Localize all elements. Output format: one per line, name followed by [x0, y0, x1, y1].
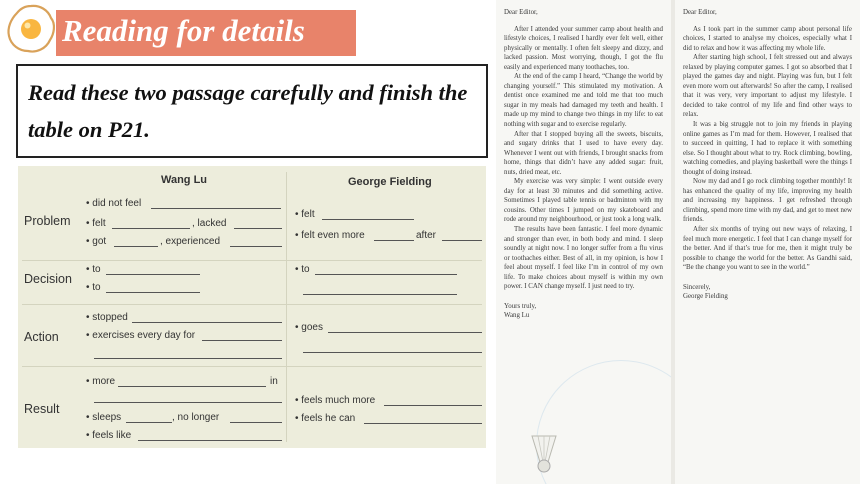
row-label-action: Action [24, 330, 59, 344]
letter-wang-lu-page [496, 0, 671, 484]
letter2-paragraph: It was a big struggle not to join my friends in playing online games as I’m mad for them. However, I realised that to succeed in quitting, I had to replace it with something else. So I thought about what to try. Rock climbing, bowling, watching comedies, and playing basketball were the things I thought of doing instead. [683, 121, 852, 176]
blank-line [151, 208, 281, 209]
letter1-paragraph: After I attended your summer camp about health and lifestyle choices, I realised I hardly ever felt well, either physically or mentally. I often felt sleepy and dizzy, and lacked passion. Most worrying, though, I got the flu easily and experienced many toothaches, too. [504, 25, 663, 71]
blank-line [315, 274, 457, 275]
letter-george-fielding-page [675, 0, 860, 484]
gf-action-1: • goes [295, 322, 323, 333]
page-title: Reading for details [62, 13, 305, 48]
col-header-wang-lu: Wang Lu [161, 174, 208, 186]
details-table [18, 166, 486, 448]
col-header-george-fielding: George Fielding [348, 176, 432, 188]
wl-result-1b: in [270, 376, 278, 387]
letter2-paragraph: As I took part in the summer camp about personal life choices, I started to analyse my choices, especially what I did to relax and how it was affecting my whole life. [683, 25, 852, 52]
gf-result-1: • feels much more [295, 395, 376, 406]
blank-line [303, 294, 457, 295]
instruction-box [16, 64, 488, 158]
row-label-decision: Decision [24, 272, 72, 286]
row-divider [22, 304, 482, 305]
fried-egg-icon [4, 2, 58, 56]
row-label-result: Result [24, 402, 60, 416]
wl-result-2b: , no longer [172, 412, 220, 423]
row-divider [22, 260, 482, 261]
letter1-paragraph: After that I stopped buying all the sweets, biscuits, and sugary drinks that I used to have every day. Whenever I went out with friends, I brought snacks from home, things that didn’t have any added sugar: fruit, nuts, dried meat, etc. [504, 130, 663, 176]
blank-line [230, 422, 282, 423]
blank-line [364, 423, 482, 424]
wl-problem-1: • did not feel [86, 198, 142, 209]
letter1-signature: Wang Lu [504, 312, 530, 320]
row-label-problem: Problem [24, 214, 71, 228]
wl-decision-2: • to [86, 282, 101, 293]
blank-line [138, 440, 282, 441]
shuttlecock-icon [524, 432, 564, 476]
gf-result-2: • feels he can [295, 413, 356, 424]
instruction-text: Read these two passage carefully and finish the table on P21. [28, 80, 468, 142]
blank-line [94, 402, 282, 403]
blank-line [126, 422, 172, 423]
letter2-signature: George Fielding [683, 293, 728, 301]
letter2-closing: Sincerely, [683, 283, 711, 291]
blank-line [322, 219, 414, 220]
blank-line [94, 358, 282, 359]
letter2-paragraph: Now my dad and I go rock climbing together monthly! It has enhanced the quality of my life, improving my health and increasing my happiness. I get refreshed through climbing, spend more time with my dad, and get to meet new friends. [683, 178, 852, 224]
gf-problem-1: • felt [295, 209, 315, 220]
letter2-paragraph: After six months of trying out new ways of relaxing, I feel much more energetic. I feel that I can change myself for the better. And if that’s true for me, then it might truly be possible to change the world for the better. As Gandhi said, “Be the change you want to see in the world.” [683, 226, 852, 272]
blank-line [132, 322, 282, 323]
letter1-paragraph: My exercise was very simple: I went outside every day for at least 30 minutes and did something active. Sometimes I played table tennis or badminton with my cousins. Other times I jumped on my skateboard and rode around my neighbourhood, or just took a long walk. [504, 178, 663, 224]
letter1-salutation: Dear Editor, [504, 9, 538, 16]
blank-line [112, 228, 190, 229]
blank-line [106, 292, 200, 293]
wl-result-3: • feels like [86, 430, 132, 441]
wl-action-1: • stopped [86, 312, 128, 323]
gf-decision-1: • to [295, 264, 310, 275]
letter1-paragraph: At the end of the camp I heard, “Change the world by changing yourself.” This stimulated my motivation. A dentist once examined me and told me that too much sugar in my meals had damaged my teeth and health. I made up my mind to change two things in my life: to eat nothing with sugar and to exercise regularly. [504, 73, 663, 129]
letter1-closing: Yours truly, [504, 302, 537, 310]
row-divider [22, 366, 482, 367]
blank-line [230, 246, 282, 247]
wl-action-2: • exercises every day for [86, 330, 196, 341]
wl-result-1a: • more [86, 376, 116, 387]
blank-line [374, 240, 414, 241]
blank-line [114, 246, 158, 247]
blank-line [442, 240, 482, 241]
blank-line [202, 340, 282, 341]
wl-problem-3a: • got [86, 236, 107, 247]
gf-problem-2a: • felt even more [295, 230, 365, 241]
wl-problem-3b: , experienced [160, 236, 221, 247]
blank-line [384, 405, 482, 406]
wl-decision-1: • to [86, 264, 101, 275]
column-divider [286, 172, 287, 442]
wl-problem-2a: • felt [86, 218, 106, 229]
letter2-paragraph: After starting high school, I felt stressed out and always relaxed by playing computer games. I got so absorbed that I played the games day and night. Playing was fun, but I felt even more worn out afterwards! So after the camp, I realised that it was very, very important to adjust my lifestyle. I decided to take control of my life and find other ways to relax. [683, 54, 852, 119]
gf-problem-2b: after [416, 230, 437, 241]
letter2-salutation: Dear Editor, [683, 9, 717, 16]
letter1-paragraph: The results have been fantastic. I feel more dynamic and stronger than ever, in both body and mind. I sleep soundly at night now. I no longer suffer from a flu virus or toothaches either. Best of all, in my opinion, is how I feel about myself. I feel like I’m in control of my own life. To make choices about myself is within my own power. I CAN change myself. I just need to try. [504, 226, 663, 291]
blank-line [118, 386, 266, 387]
wl-problem-2b: , lacked [192, 218, 227, 229]
blank-line [303, 352, 482, 353]
blank-line [328, 332, 482, 333]
wl-result-2a: • sleeps [86, 412, 122, 423]
blank-line [234, 228, 282, 229]
blank-line [106, 274, 200, 275]
